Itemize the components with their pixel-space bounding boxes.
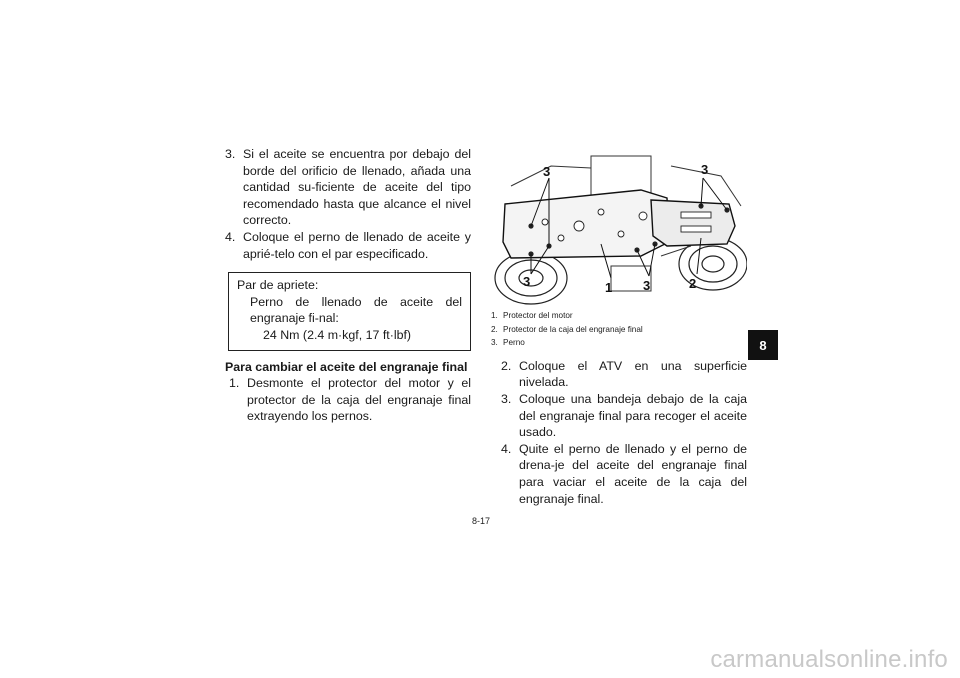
- callout-3: 3: [543, 164, 551, 179]
- spec-title: Par de apriete:: [237, 278, 319, 293]
- step-item: [225, 229, 471, 262]
- step-item: [491, 391, 747, 441]
- legend-text: Perno: [503, 338, 525, 348]
- step-item: [225, 146, 471, 229]
- left-column: [225, 146, 471, 425]
- legend-item: [491, 336, 747, 350]
- step-item: [225, 375, 471, 425]
- step-text: Quite el perno de llenado y el perno de drena-je del aceite del engranaje final para vaciar el aceite de la caja del engranaje final.: [519, 441, 747, 506]
- callout-2: 2: [689, 276, 697, 291]
- step-text: Coloque el ATV en una superficie nivelada.: [519, 358, 747, 390]
- step-number: 3.: [225, 147, 236, 161]
- chapter-tab: 8: [748, 330, 778, 360]
- step-text: Coloque el perno de llenado de aceite y aprié-telo con el par especificado.: [243, 229, 471, 261]
- torque-spec-box: [228, 272, 471, 350]
- callout-3: 3: [523, 274, 531, 289]
- legend-item: [491, 309, 747, 323]
- sub-steps: [225, 375, 471, 425]
- figure-legend: [491, 309, 747, 350]
- step-number: 3.: [501, 391, 512, 406]
- legend-number: 3.: [491, 338, 498, 348]
- spec-value: 24 Nm (2.4 m·kgf, 17 ft·lbf): [263, 327, 412, 342]
- step-number: 4.: [225, 229, 236, 244]
- callout-3: 3: [701, 162, 709, 177]
- right-column: [491, 146, 747, 507]
- spec-item: Perno de llenado de aceite del engranaje fi-nal:: [250, 294, 462, 326]
- step-text: Si el aceite se encuentra por debajo del borde del orificio de llenado, añada una cantidad su-ficiente de aceite del tipo recomendado hasta que alcance el nivel correcto.: [243, 147, 471, 228]
- page-number: 8-17: [472, 516, 491, 526]
- step-number: 4.: [501, 441, 512, 456]
- legend-number: 2.: [491, 324, 498, 334]
- callout-1: 1: [605, 280, 613, 295]
- step-item: [491, 441, 747, 507]
- legend-item: [491, 323, 747, 337]
- legend-number: 1.: [491, 311, 498, 320]
- callout-3: 3: [643, 278, 651, 293]
- step-text: Desmonte el protector del motor y el protector de la caja del engranaje final extrayendo los pernos.: [247, 376, 471, 424]
- watermark: carmanualsonline.info: [710, 646, 948, 673]
- step-item: [491, 358, 747, 391]
- step-text: Coloque una bandeja debajo de la caja del engranaje final para recoger el aceite usado.: [519, 391, 747, 440]
- skid-plate-figure: [491, 146, 747, 306]
- legend-text: Protector del motor: [503, 311, 573, 320]
- section-subheading: Para cambiar el aceite del engranaje final: [225, 359, 468, 374]
- step-number: 2.: [501, 358, 512, 373]
- step-number: 1.: [229, 376, 240, 391]
- legend-text: Protector de la caja del engranaje final: [503, 324, 643, 334]
- right-steps: [491, 358, 747, 507]
